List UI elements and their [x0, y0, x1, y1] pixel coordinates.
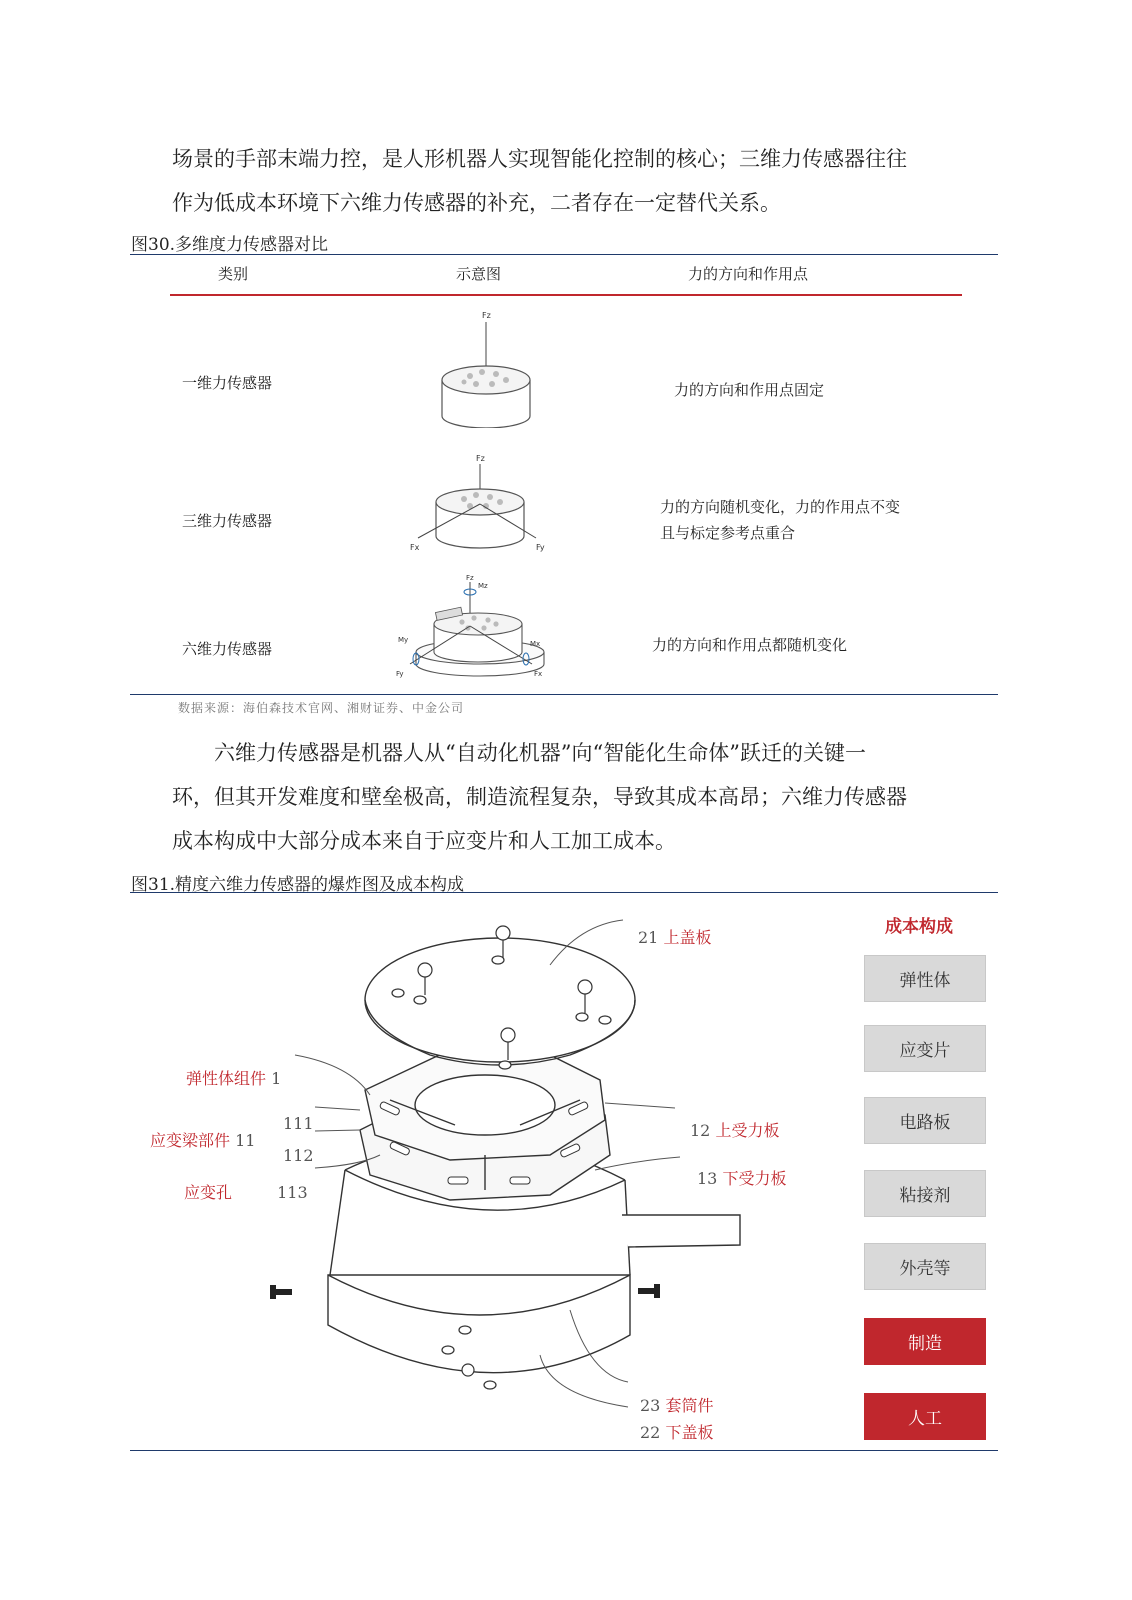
- paragraph-1: [172, 137, 972, 225]
- callout-11: 应变梁部件 11: [150, 1131, 256, 1150]
- row-1-desc: 力的方向和作用点固定: [674, 381, 825, 399]
- svg-text:Fz: Fz: [466, 574, 474, 582]
- cost-item-manufacturing: 制造: [864, 1318, 986, 1365]
- callout-21: 21 上盖板: [638, 928, 712, 947]
- paragraph-2: [172, 731, 972, 863]
- paragraph-2-line-1: 六维力传感器是机器人从“自动化机器”向“智能化生命体”跃迁的关键一: [214, 741, 866, 765]
- paragraph-1-line-2: 作为低成本环境下六维力传感器的补充，二者存在一定替代关系。: [172, 191, 781, 215]
- row-2-category: 三维力传感器: [182, 512, 273, 530]
- cost-item-housing: 外壳等: [864, 1243, 986, 1290]
- cost-item-strain-gauge: 应变片: [864, 1025, 986, 1072]
- figure-30-source: 数据来源：海伯森技术官网、湘财证券、中金公司: [178, 701, 465, 715]
- callout-22: 22 下盖板: [640, 1423, 714, 1442]
- figure-31-top-rule: [130, 892, 998, 893]
- callout-13: 13 下受力板: [697, 1169, 787, 1188]
- svg-text:Fx: Fx: [534, 670, 543, 678]
- header-diagram: 示意图: [456, 265, 502, 283]
- axis-label-fz: Fz: [482, 311, 491, 320]
- svg-text:Fz: Fz: [476, 454, 485, 463]
- figure-30-top-rule: [130, 254, 998, 255]
- cost-composition-title: 成本构成: [885, 917, 953, 937]
- paragraph-1-line-1: 场景的手部末端力控，是人形机器人实现智能化控制的核心；三维力传感器往往: [172, 147, 907, 171]
- figure-31-title: 图31.精度六维力传感器的爆炸图及成本构成: [131, 875, 465, 895]
- figure-30-bottom-rule: [130, 694, 998, 695]
- exploded-view-drawing: [250, 915, 770, 1445]
- svg-text:Fx: Fx: [410, 543, 420, 552]
- header-red-rule: [170, 294, 962, 296]
- paragraph-2-line-3: 成本构成中大部分成本来自于应变片和人工加工成本。: [172, 829, 676, 853]
- svg-text:Fy: Fy: [396, 670, 404, 678]
- svg-text:Mx: Mx: [530, 640, 541, 648]
- cost-item-elastomer: 弹性体: [864, 955, 986, 1002]
- row-3-desc: 力的方向和作用点都随机变化: [652, 636, 848, 654]
- callout-111: 111: [283, 1114, 314, 1133]
- figure-31-bottom-rule: [130, 1450, 998, 1451]
- cost-item-labor: 人工: [864, 1393, 986, 1440]
- callout-23: 23 套筒件: [640, 1396, 714, 1415]
- row-2-desc: 力的方向随机变化，力的作用点不变 且与标定参考点重合: [660, 498, 901, 542]
- header-category: 类别: [218, 265, 249, 283]
- one-axis-sensor-diagram: [420, 308, 560, 428]
- svg-text:Fy: Fy: [536, 543, 545, 552]
- cost-item-adhesive: 粘接剂: [864, 1170, 986, 1217]
- figure-30-title: 图30.多维度力传感器对比: [131, 235, 329, 255]
- callout-113: 应变孔 113: [184, 1183, 308, 1202]
- callout-12: 12 上受力板: [690, 1121, 780, 1140]
- svg-text:My: My: [398, 636, 409, 644]
- callout-112: 112: [283, 1146, 314, 1165]
- cost-item-circuit-board: 电路板: [864, 1097, 986, 1144]
- three-axis-sensor-diagram: [408, 452, 558, 562]
- six-axis-sensor-diagram: [396, 572, 566, 682]
- row-1-category: 一维力传感器: [182, 374, 273, 392]
- callout-1: 弹性体组件 1: [186, 1069, 282, 1088]
- svg-text:Mz: Mz: [478, 582, 488, 590]
- paragraph-2-line-2: 环，但其开发难度和壁垒极高，制造流程复杂，导致其成本高昂；六维力传感器: [172, 785, 907, 809]
- row-3-category: 六维力传感器: [182, 640, 273, 658]
- header-force-direction: 力的方向和作用点: [688, 265, 809, 283]
